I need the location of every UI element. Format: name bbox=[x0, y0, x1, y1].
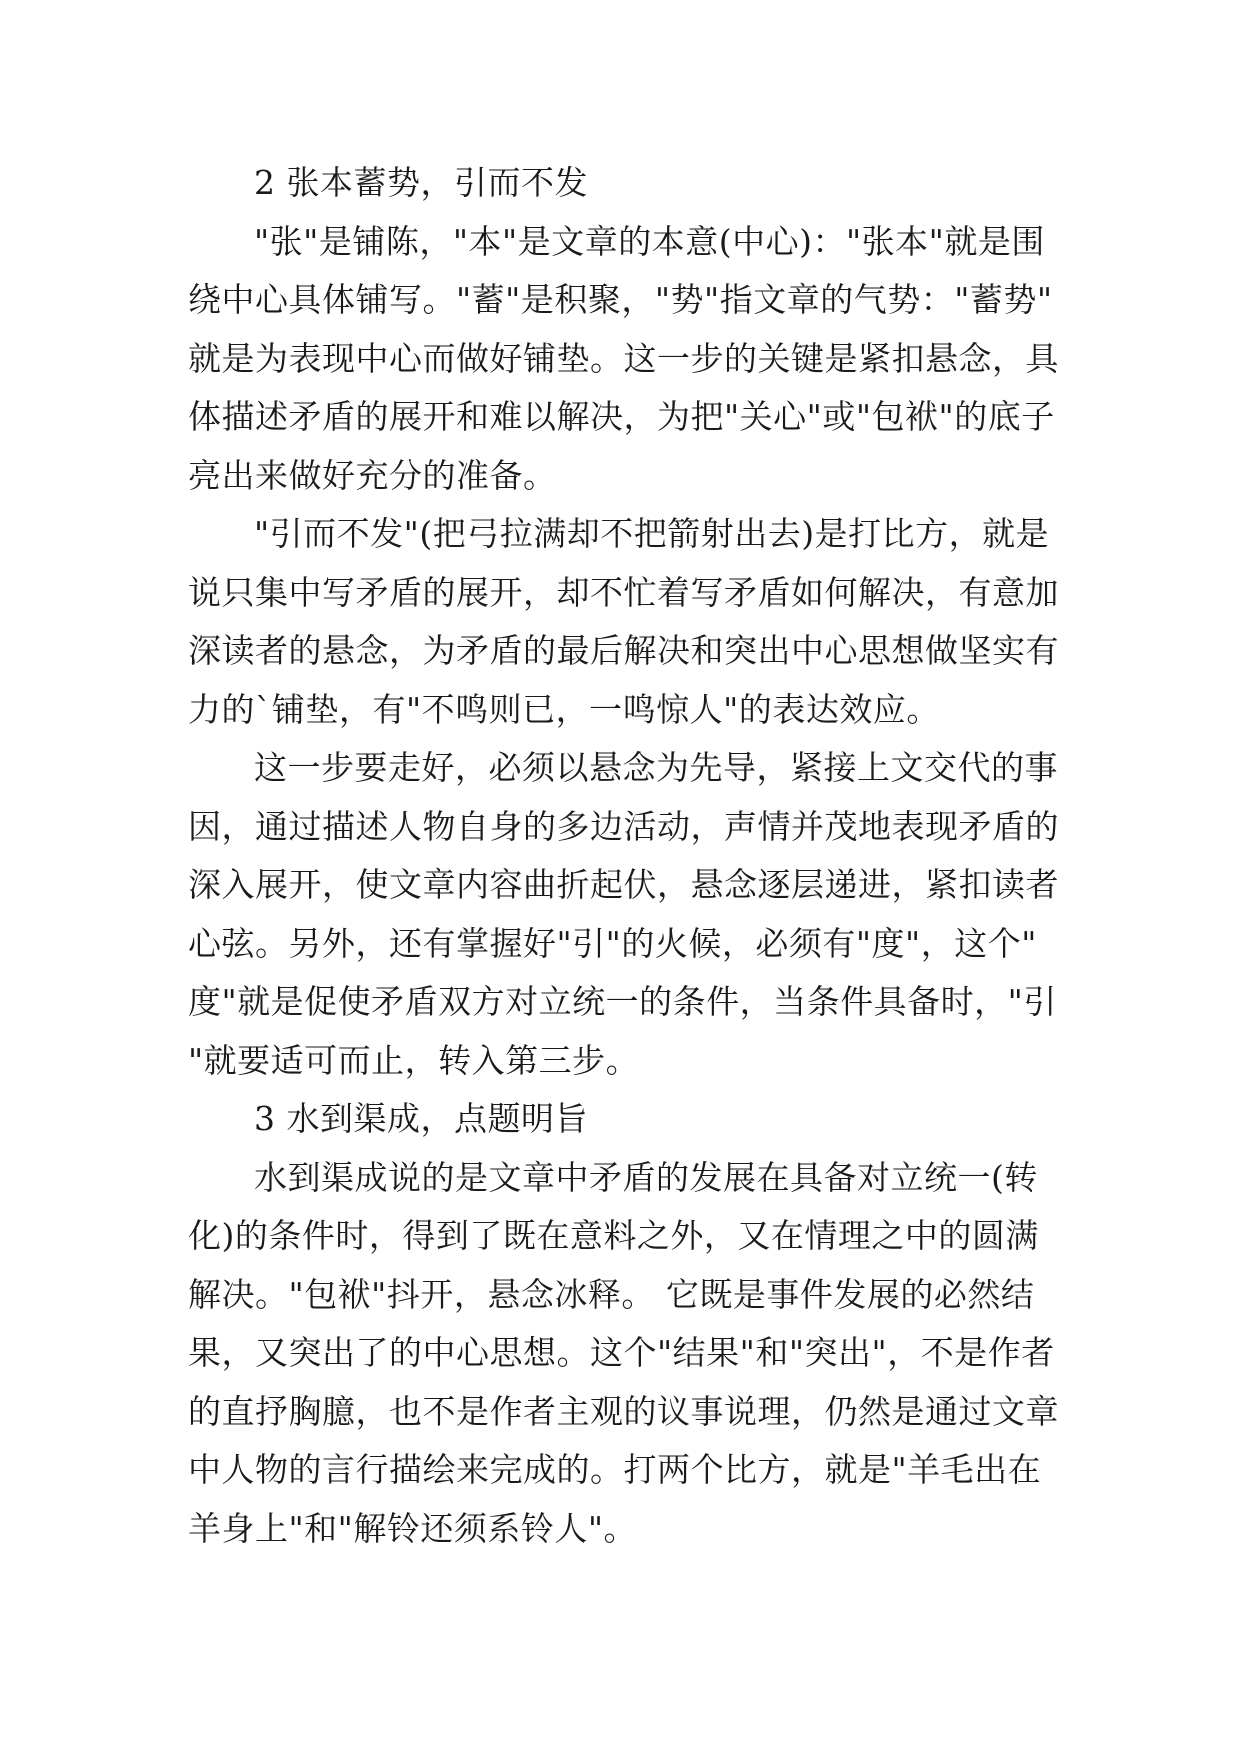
paragraph-line: 深读者的悬念，为矛盾的最后解决和突出中心思想做坚实有 bbox=[188, 631, 1059, 670]
paragraph-line: 这一步要走好，必须以悬念为先导，紧接上文交代的事 bbox=[254, 748, 1058, 787]
paragraph-line: 化)的条件时，得到了既在意料之外，又在情理之中的圆满 bbox=[188, 1216, 1039, 1255]
section-heading: 3 水到渠成，点题明旨 bbox=[254, 1099, 588, 1138]
paragraph-line: 说只集中写矛盾的展开，却不忙着写矛盾如何解决，有意加 bbox=[188, 572, 1059, 612]
paragraph-line: 解决。"包袱"抖开，悬念冰释。 它既是事件发展的必然结 bbox=[188, 1274, 1035, 1314]
paragraph-line: 果，又突出了的中心思想。这个"结果"和"突出"，不是作者 bbox=[188, 1333, 1055, 1372]
paragraph-line: 中人物的言行描绘来完成的。打两个比方，就是"羊毛出在 bbox=[188, 1450, 1042, 1489]
paragraph-line: 度"就是促使矛盾双方对立统一的条件，当条件具备时，"引 bbox=[188, 982, 1057, 1021]
paragraph-line: 因，通过描述人物自身的多边活动，声情并茂地表现矛盾的 bbox=[188, 806, 1059, 846]
document-page bbox=[188, 154, 1058, 1558]
paragraph-line: "张"是铺陈，"本"是文章的本意(中心)："张本"就是围 bbox=[254, 221, 1045, 261]
paragraph-line: 水到渠成说的是文章中矛盾的发展在具备对立统一(转 bbox=[254, 1157, 1038, 1197]
section-heading: 2 张本蓄势，引而不发 bbox=[254, 163, 588, 202]
paragraph-line: 力的`铺垫，有"不鸣则已，一鸣惊人"的表达效应。 bbox=[188, 689, 940, 729]
paragraph-line: 就是为表现中心而做好铺垫。这一步的关键是紧扣悬念，具 bbox=[188, 338, 1059, 378]
paragraph-line: 深入展开，使文章内容曲折起伏，悬念逐层递进，紧扣读者 bbox=[188, 865, 1059, 904]
paragraph-line: 心弦。另外，还有掌握好"引"的火候，必须有"度"，这个" bbox=[188, 923, 1037, 963]
paragraph-line: 体描述矛盾的展开和难以解决，为把"关心"或"包袱"的底子 bbox=[188, 397, 1055, 436]
paragraph-line: 的直抒胸臆，也不是作者主观的议事说理，仍然是通过文章 bbox=[188, 1391, 1059, 1431]
paragraph-line: 羊身上"和"解铃还须系铃人"。 bbox=[188, 1508, 638, 1548]
paragraph-line: "引而不发"(把弓拉满却不把箭射出去)是打比方，就是 bbox=[254, 514, 1050, 553]
paragraph-line: "就要适可而止，转入第三步。 bbox=[188, 1040, 640, 1080]
paragraph-line: 绕中心具体铺写。"蓄"是积聚，"势"指文章的气势："蓄势" bbox=[188, 280, 1053, 319]
paragraph-line: 亮出来做好充分的准备。 bbox=[188, 455, 557, 495]
